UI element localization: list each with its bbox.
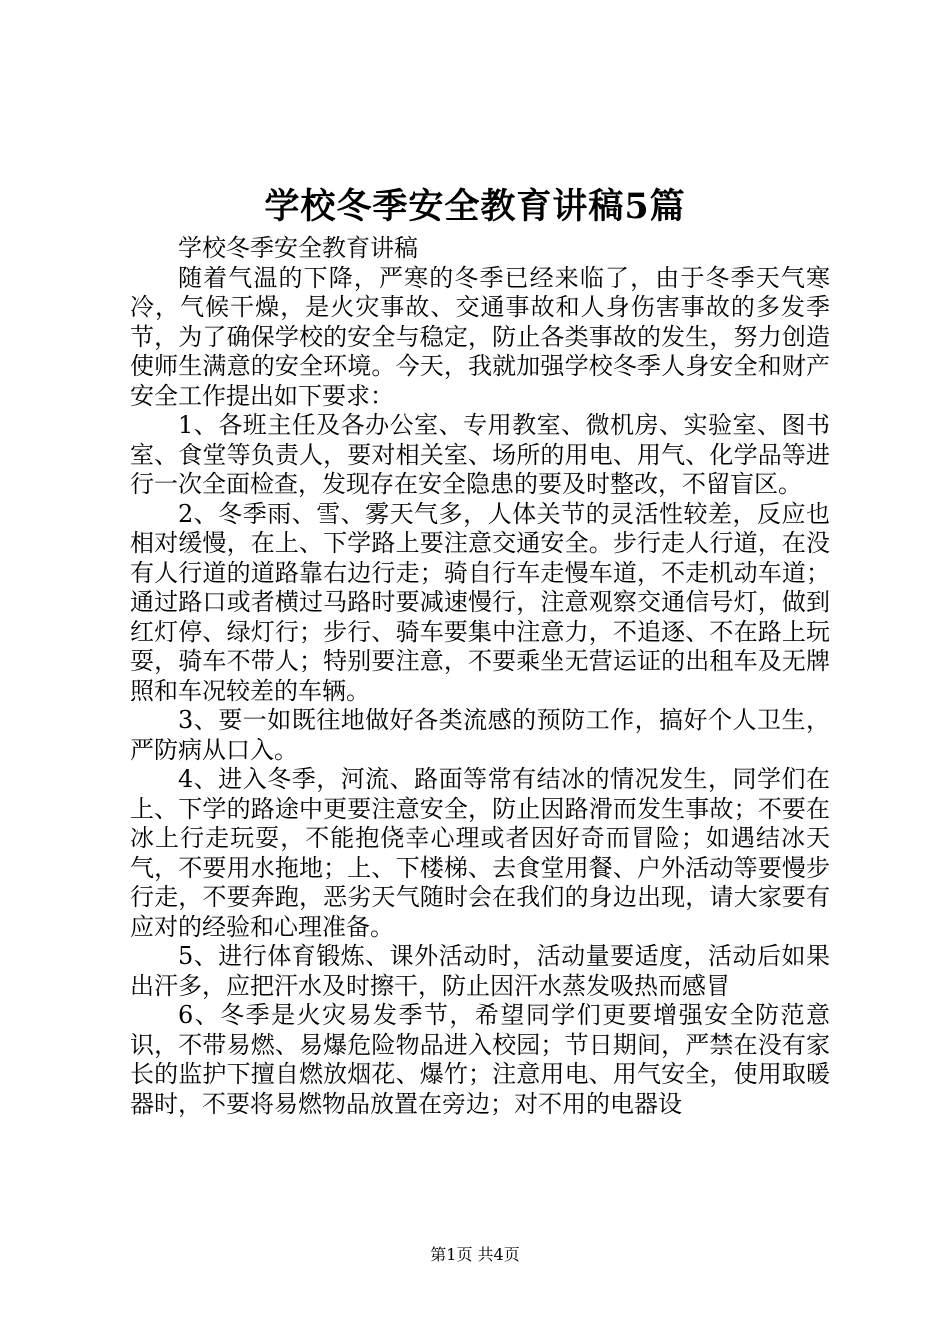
document-body bbox=[130, 234, 830, 1119]
item-paragraph-4: 4、进入冬季，河流、路面等常有结冰的情况发生，同学们在上、下学的路途中更要注意安全，防止因路滑而发生事故；不要在冰上行走玩耍，不能抱侥幸心理或者因好奇而冒险；如遇结冰天气，不要用水拖地；上、下楼梯、去食堂用餐、户外活动等要慢步行走，不要奔跑，恶劣天气随时会在我们的身边出现，请大家要有应对的经验和心理准备。 bbox=[130, 765, 830, 941]
item-paragraph-1: 1、各班主任及各办公室、专用教室、微机房、实验室、图书室、食堂等负责人，要对相关室、场所的用电、用气、化学品等进行一次全面检查，发现存在安全隐患的要及时整改，不留盲区。 bbox=[130, 411, 830, 498]
item-paragraph-6: 6、冬季是火灾易发季节，希望同学们更要增强安全防范意识，不带易燃、易爆危险物品进入校园；节日期间，严禁在没有家长的监护下擅自燃放烟花、爆竹；注意用电、用气安全，使用取暖器时，不要将易燃物品放置在旁边；对不用的电器设 bbox=[130, 1001, 830, 1118]
page-title: 学校冬季安全教育讲稿5篇 bbox=[264, 186, 686, 227]
item-paragraph-2: 2、冬季雨、雪、雾天气多，人体关节的灵活性较差，反应也相对缓慢，在上、下学路上要注意交通安全。步行走人行道，在没有人行道的道路靠右边行走；骑自行车走慢车道，不走机动车道；通过路口或者横过马路时要减速慢行，注意观察交通信号灯，做到红灯停、绿灯行；步行、骑车要集中注意力，不追逐、不在路上玩耍，骑车不带人；特别要注意，不要乘坐无营运证的出租车及无牌照和车况较差的车辆。 bbox=[130, 499, 830, 705]
item-paragraph-3: 3、要一如既往地做好各类流感的预防工作，搞好个人卫生，严防病从口入。 bbox=[130, 706, 830, 764]
subtitle-paragraph: 学校冬季安全教育讲稿 bbox=[178, 234, 418, 262]
intro-paragraph: 随着气温的下降，严寒的冬季已经来临了，由于冬季天气寒冷，气候干燥，是火灾事故、交通事故和人身伤害事故的多发季节，为了确保学校的安全与稳定，防止各类事故的发生，努力创造使师生满意的安全环境。今天，我就加强学校冬季人身安全和财产安全工作提出如下要求： bbox=[130, 263, 830, 410]
page-footer: 第1页 共4页 bbox=[430, 1245, 520, 1264]
item-paragraph-5: 5、进行体育锻炼、课外活动时，活动量要适度，活动后如果出汗多，应把汗水及时擦干，防止因汗水蒸发吸热而感冒 bbox=[130, 942, 830, 1000]
